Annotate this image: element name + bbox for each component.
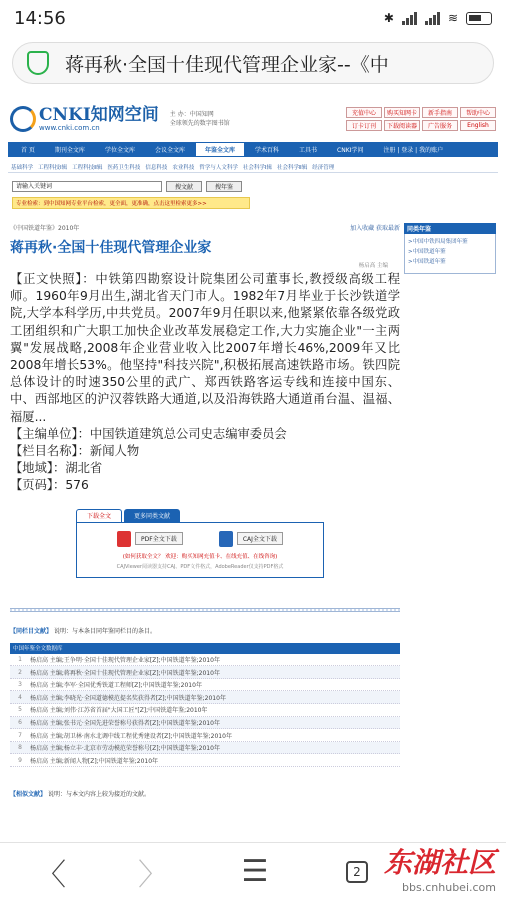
nav-item-encyclopedia[interactable]: 学术百科 <box>254 147 279 154</box>
list-item-text[interactable]: 杨启高 主编;新闻人物[Z];中国铁道年鉴;2010年 <box>30 757 159 765</box>
list-item[interactable]: 9 杨启高 主编;新闻人物[Z];中国铁道年鉴;2010年 <box>10 754 400 767</box>
list-item-text[interactable]: 杨启高 主编;蒋再秋·全国十佳现代管理企业家[Z];中国铁道年鉴;2010年 <box>30 669 220 677</box>
category-item[interactable]: 社会科学Ⅱ辑 <box>277 164 308 171</box>
top-link-english[interactable]: English <box>460 120 496 131</box>
meta-region: 【地域】：湖北省 <box>10 461 103 476</box>
top-links <box>346 107 496 131</box>
sidebar <box>404 223 496 798</box>
category-item[interactable]: 医药卫生科技 <box>107 164 141 171</box>
category-nav <box>8 161 498 173</box>
nav-item-home[interactable]: 首 页 <box>21 147 35 154</box>
list-item-text[interactable]: 杨启高 主编;李晓光·全国道德模范提名奖获得者[Z];中国铁道年鉴;2010年 <box>30 694 226 702</box>
same-column-note: 说明：与本条目同年鉴同栏目的条目。 <box>53 627 156 635</box>
nav-login[interactable]: 注册 | 登录 | 我的账户 <box>383 147 444 154</box>
site-note-line2: 全球领先的数字图书馆 <box>169 120 230 127</box>
caj-icon <box>219 531 233 547</box>
tab-more-similar[interactable]: 更多同类文献 <box>124 509 180 522</box>
main-area <box>8 223 498 798</box>
logo-text: CNKI知网空间 <box>39 104 159 125</box>
address-bar-title[interactable]: 蒋再秋·全国十佳现代管理企业家--《中 <box>65 53 389 76</box>
bluetooth-icon: ✱ <box>383 11 394 25</box>
address-bar[interactable] <box>12 42 494 84</box>
download-help[interactable]: (如何获取全文？ 欢迎：购买知网充值卡、在线充值、在线咨询) <box>122 553 278 560</box>
article-body: 【正文快照】：中铁第四勘察设计院集团公司董事长,教授级高级工程师。1960年9月出生,湖北省天门市人。1982年7月毕业于长沙铁道学院,大学本科学历,中共党员。2007年9月任职以来,他紧紧依靠各级党政工团组织和广大职工加快企业改革发展稳定工作,大力实施企业"一主两翼"发展战略,2008年企业营业收入比2007年增长46%,2009年又比2008年增长53%。他坚持"科技兴院",积极拓展高速铁路市场。铁四院总体设计的时速350公里的武广、郑西铁路客运专线和连接中国东、中、西部地区的沪汉蓉铁路大通道,以及沿海铁路大通道甬台温、温福、福厦... <box>10 272 400 424</box>
article-content <box>8 223 400 798</box>
download-note: CAJViewer阅读器支持CAJ、PDF文件格式，AdobeReader仅支持PDF格式 <box>116 563 284 570</box>
logo-url: www.cnki.com.cn <box>39 123 100 132</box>
related-note: 说明：与本文内容上较为接近的文献。 <box>47 790 150 798</box>
watermark-url: bbs.cnhubei.com <box>402 881 496 894</box>
signal-icon <box>402 11 417 25</box>
battery-icon <box>466 12 492 25</box>
notice-banner[interactable]: 专业检索：到中国知网专业平台检索，更全面，更准确，点击这里检索更多>> <box>12 197 250 209</box>
webpage <box>8 98 498 838</box>
nav-item-theses[interactable]: 学位全文库 <box>104 147 135 154</box>
list-item[interactable]: 6 杨启高 主编;张书元·全国先进荣誉称号获得者[Z];中国铁道年鉴;2010年 <box>10 717 400 730</box>
sidebar-item[interactable]: >中国中铁四局集团年鉴 <box>408 239 468 245</box>
caj-download-label[interactable]: CAJ全文下载 <box>237 532 283 545</box>
category-item[interactable]: 工程科技Ⅰ辑 <box>38 164 68 171</box>
download-buttons <box>99 531 301 547</box>
article-source-row <box>10 223 400 231</box>
category-item[interactable]: 社会科学Ⅰ辑 <box>242 164 273 171</box>
nav-item-conferences[interactable]: 会议全文库 <box>154 147 185 154</box>
download-tabs <box>76 509 324 522</box>
category-item[interactable]: 基础科学 <box>11 164 34 171</box>
top-link-buy-card[interactable]: 购买知网卡 <box>384 107 420 118</box>
list-item-text[interactable]: 杨启高 主编;王争明·全国十佳现代管理企业家[Z];中国铁道年鉴;2010年 <box>30 656 220 664</box>
category-item[interactable]: 工程科技Ⅱ辑 <box>72 164 103 171</box>
site-logo[interactable] <box>10 106 230 132</box>
sidebar-item[interactable]: >中国铁道年鉴 <box>408 259 446 265</box>
list-item[interactable]: 5 杨启高 主编;刘伟·江苏省首届"大国工匠"[Z];中国铁道年鉴;2010年 <box>10 704 400 717</box>
top-link-reader[interactable]: 下载阅读器 <box>384 120 420 131</box>
meta-page: 【页码】：576 <box>10 478 89 493</box>
site-note <box>170 110 230 128</box>
tabs-count: 2 <box>346 861 368 883</box>
menu-icon: ☰ <box>241 854 269 889</box>
same-column-heading <box>10 626 400 635</box>
shield-icon <box>27 51 49 75</box>
same-column-list <box>10 654 400 767</box>
list-item-text[interactable]: 杨启高 主编;刘伟·江苏省首届"大国工匠"[Z];中国铁道年鉴;2010年 <box>30 707 208 715</box>
signal-icon-2 <box>425 11 440 25</box>
list-item-text[interactable]: 杨启高 主编;张书元·全国先进荣誉称号获得者[Z];中国铁道年鉴;2010年 <box>30 719 220 727</box>
list-item[interactable]: 2 杨启高 主编;蒋再秋·全国十佳现代管理企业家[Z];中国铁道年鉴;2010年 <box>10 666 400 679</box>
search-input[interactable]: 请输入关键词 <box>12 181 162 192</box>
nav-item-cnki-xuewen[interactable]: CNKI学问 <box>337 147 364 154</box>
list-item-text[interactable]: 杨启高 主编;杨立丰·北京市劳动模范荣誉称号[Z];中国铁道年鉴;2010年 <box>30 745 220 753</box>
list-item[interactable]: 8 杨启高 主编;杨立丰·北京市劳动模范荣誉称号[Z];中国铁道年鉴;2010年 <box>10 742 400 755</box>
sidebar-list <box>404 234 496 274</box>
search-yearbooks-button[interactable]: 搜年鉴 <box>206 181 242 192</box>
watermark <box>384 841 496 894</box>
search-bar <box>12 181 494 192</box>
forward-icon: 〉 <box>138 857 168 893</box>
site-header <box>8 98 498 140</box>
yearbook-db-header: 中国年鉴全文数据库 <box>10 643 400 654</box>
back-icon: 〈 <box>36 857 66 893</box>
pdf-download-label[interactable]: PDF全文下载 <box>135 532 183 545</box>
status-bar <box>0 0 506 36</box>
forward-button[interactable] <box>102 850 204 894</box>
list-item[interactable]: 1 杨启高 主编;王争明·全国十佳现代管理企业家[Z];中国铁道年鉴;2010年 <box>10 654 400 667</box>
section-divider <box>10 608 400 612</box>
search-docs-button[interactable]: 搜文献 <box>166 181 202 192</box>
top-link-subscribe[interactable]: 订卡订刊 <box>346 120 382 131</box>
status-icons <box>384 11 492 25</box>
article-source[interactable]: 《中国铁道年鉴》2010年 <box>10 225 80 232</box>
pdf-icon <box>117 531 131 547</box>
article-meta <box>10 426 400 495</box>
site-note-line1: 主 办：中国知网 <box>169 111 214 118</box>
list-item[interactable]: 7 杨启高 主编;胡卫林·南水北调中线工程优秀建设者[Z];中国铁道年鉴;2010年 <box>10 729 400 742</box>
article-actions[interactable]: 加入收藏 获取最新 <box>350 225 400 232</box>
watermark-brand: 东湖社区 <box>383 846 496 879</box>
main-nav <box>8 142 498 157</box>
article-title: 蒋再秋·全国十佳现代管理企业家 <box>10 240 212 256</box>
category-item[interactable]: 哲学与人文科学 <box>199 164 238 171</box>
menu-button[interactable] <box>204 854 306 889</box>
pdf-download-button[interactable] <box>117 531 183 547</box>
sidebar-item[interactable]: >中国铁道年鉴 <box>408 249 446 255</box>
list-item[interactable]: 4 杨启高 主编;李晓光·全国道德模范提名奖获得者[Z];中国铁道年鉴;2010年 <box>10 691 400 704</box>
related-title: 【相似文献】 <box>10 790 47 798</box>
download-panel <box>76 509 324 578</box>
download-box <box>76 522 324 578</box>
meta-column: 【栏目名称】：新闻人物 <box>10 444 140 459</box>
list-item[interactable]: 3 杨启高 主编;李军·全国优秀铁道工程师[Z];中国铁道年鉴;2010年 <box>10 679 400 692</box>
caj-download-button[interactable] <box>219 531 283 547</box>
wifi-icon: ≋ <box>447 11 458 25</box>
status-time: 14:56 <box>14 7 66 29</box>
category-item[interactable]: 信息科技 <box>145 164 168 171</box>
list-item-text[interactable]: 杨启高 主编;李军·全国优秀铁道工程师[Z];中国铁道年鉴;2010年 <box>30 682 202 690</box>
sidebar-heading: 同类年鉴 <box>404 223 496 234</box>
back-button[interactable] <box>0 850 102 894</box>
top-link-guide[interactable]: 新手指南 <box>422 107 458 118</box>
top-link-ads[interactable]: 广告服务 <box>422 120 458 131</box>
category-item[interactable]: 农业科技 <box>172 164 195 171</box>
top-link-recharge[interactable]: 充值中心 <box>346 107 382 118</box>
nav-item-yearbooks[interactable]: 年鉴全文库 <box>196 143 244 156</box>
same-column-title: 【同栏目文献】 <box>10 627 53 635</box>
article-author[interactable]: 杨启高 主编 <box>358 263 388 269</box>
tab-download-fulltext[interactable]: 下载全文 <box>76 509 122 522</box>
nav-item-journals[interactable]: 期刊全文库 <box>54 147 85 154</box>
nav-item-reference[interactable]: 工具书 <box>299 147 318 154</box>
category-item[interactable]: 经济管理 <box>312 164 335 171</box>
related-heading <box>10 789 400 798</box>
list-item-text[interactable]: 杨启高 主编;胡卫林·南水北调中线工程优秀建设者[Z];中国铁道年鉴;2010年 <box>30 732 232 740</box>
cnki-logo-icon <box>10 106 36 132</box>
meta-editor-unit: 【主编单位】：中国铁道建筑总公司史志编审委员会 <box>10 426 287 441</box>
top-link-help[interactable]: 帮助中心 <box>460 107 496 118</box>
